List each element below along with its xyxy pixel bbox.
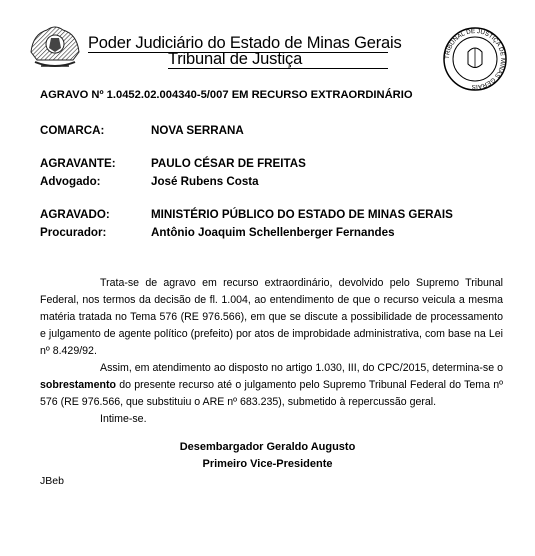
paragraph-2-end: do presente recurso até o julgamento pelo Supremo Tribunal Federal do Tema nº 576 (RE 976.566, que substituiu o ARE nº 683.235), submetido à repercussão geral. bbox=[40, 379, 503, 408]
case-title: AGRAVO Nº 1.0452.02.004340-5/007 EM RECURSO EXTRAORDINÁRIO bbox=[40, 89, 413, 101]
header-court: Tribunal de Justiça bbox=[168, 50, 303, 68]
paragraph-2-emphasis: sobrestamento bbox=[40, 379, 116, 391]
clerk-initials: JBeb bbox=[40, 475, 64, 487]
agravado-value: MINISTÉRIO PÚBLICO DO ESTADO DE MINAS GERAIS bbox=[151, 208, 453, 221]
paragraph-1: Trata-se de agravo em recurso extraordinário, devolvido pelo Supremo Tribunal Federal, nos termos da decisão de fl. 1.004, ao entendimento de que o recurso veicula a mesma matéria tratada no Tema 576 (RE 976.566), em que se discute a possibilidade de processamento e julgamento de agente político (prefeito) por atos de improbidade administrativa, com base na Lei nº 8.429/92. bbox=[40, 277, 503, 357]
court-seal bbox=[442, 26, 508, 92]
advogado-value: José Rubens Costa bbox=[151, 175, 259, 188]
comarca-label: COMARCA: bbox=[40, 124, 105, 137]
agravante-label: AGRAVANTE: bbox=[40, 157, 116, 170]
signatory-role: Primeiro Vice-Presidente bbox=[202, 458, 333, 470]
paragraph-2 bbox=[40, 360, 503, 411]
advogado-label: Advogado: bbox=[40, 175, 101, 188]
seal-text: TRIBUNAL DE JUSTIÇA DE MINAS GERAIS bbox=[443, 27, 507, 91]
header-rule-bottom bbox=[168, 68, 388, 69]
agravado-label: AGRAVADO: bbox=[40, 208, 110, 221]
comarca-value: NOVA SERRANA bbox=[151, 124, 244, 137]
header-organization: Poder Judiciário do Estado de Minas Gerais bbox=[88, 34, 402, 52]
coat-of-arms-icon bbox=[27, 22, 83, 72]
decision-body bbox=[40, 275, 503, 428]
paragraph-2-start: Assim, em atendimento ao disposto no artigo 1.030, III, do CPC/2015, determina-se o bbox=[100, 362, 503, 374]
procurador-label: Procurador: bbox=[40, 226, 107, 239]
agravante-value: PAULO CÉSAR DE FREITAS bbox=[151, 157, 306, 170]
signatory-name: Desembargador Geraldo Augusto bbox=[179, 441, 356, 453]
paragraph-3: Intime-se. bbox=[100, 413, 147, 425]
procurador-value: Antônio Joaquim Schellenberger Fernandes bbox=[151, 226, 395, 239]
